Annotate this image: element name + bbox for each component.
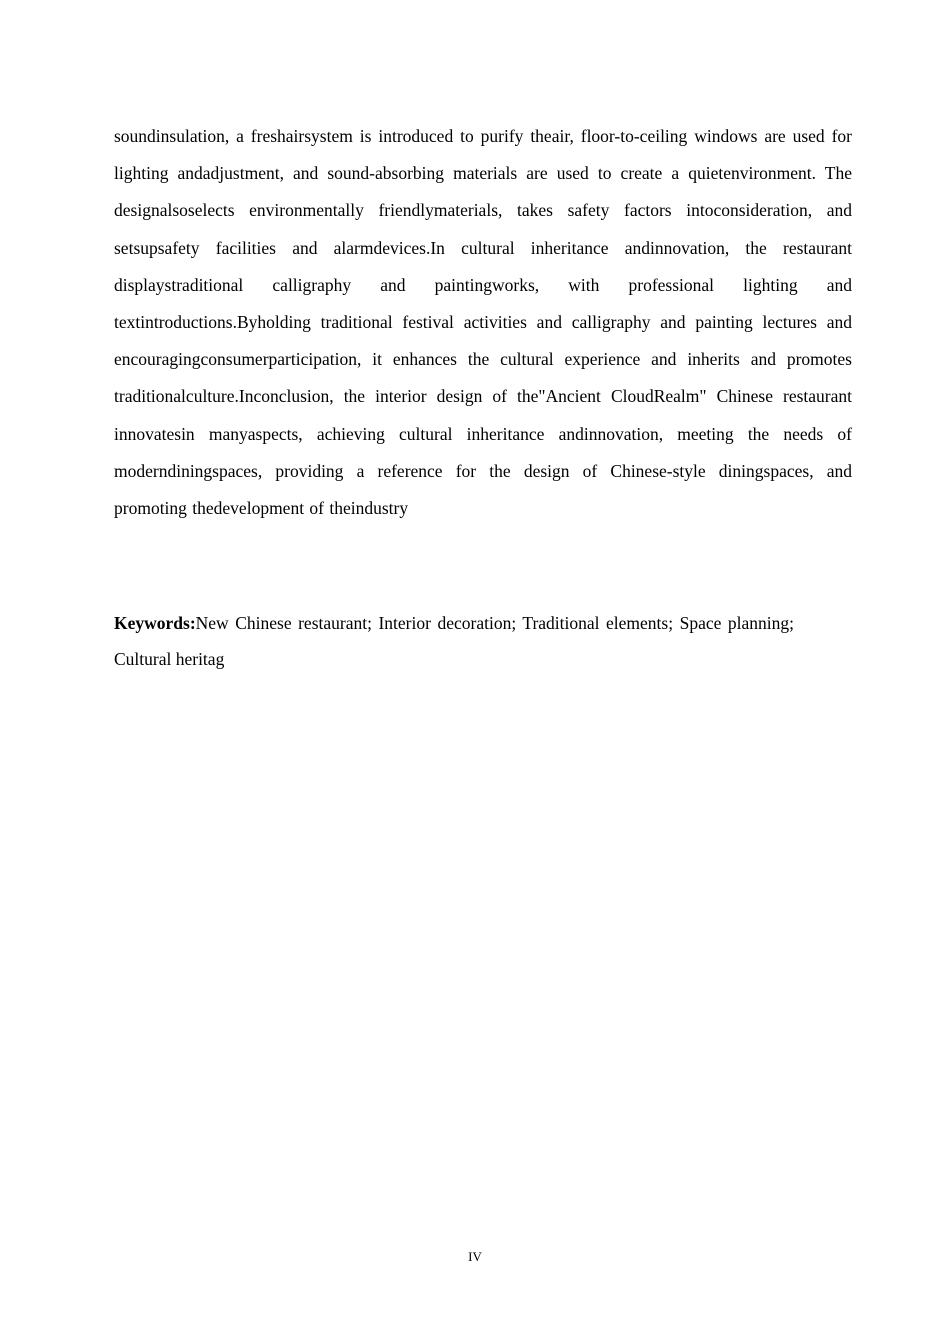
page-number: IV [468,1249,482,1264]
keywords-text: New Chinese restaurant; Interior decoration; Traditional elements; Space planning; Cultural heritag [114,613,794,669]
abstract-body-text: soundinsulation, a freshairsystem is introduced to purify theair, floor-to-ceiling windows are used for lighting andadjustment, and sound-absorbing materials are used to create a quietenvironment. The designalsoselects environmentally friendlymaterials, takes safety factors intoconsideration, and setsupsafety facilities and alarmdevices.In cultural inheritance andinnovation, the restaurant displaystraditional calligraphy and paintingworks, with professional lighting and textintroductions.Byholding traditional festival activities and calligraphy and painting lectures and encouragingconsumerparticipation, it enhances the cultural experience and inherits and promotes traditionalculture.Inconclusion, the interior design of the"Ancient CloudRealm" Chinese restaurant innovatesin manyaspects, achieving cultural inheritance andinnovation, meeting the needs of moderndiningspaces, providing a reference for the design of Chinese-style diningspaces, and promoting thedevelopment of theindustry [114,126,852,519]
keywords-paragraph [114,605,794,677]
keywords-label: Keywords: [114,613,196,633]
